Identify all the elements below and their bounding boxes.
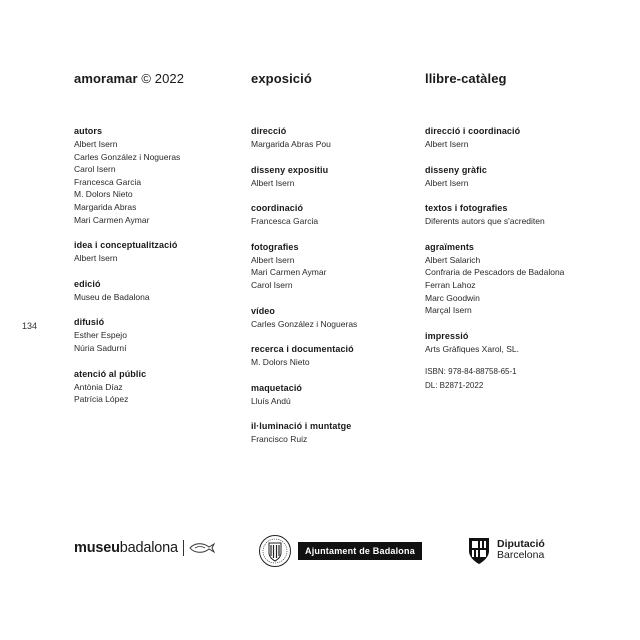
section-heading: vídeo xyxy=(251,305,276,316)
column-title-copyright: © 2022 xyxy=(137,71,185,86)
credit-name: Albert Salarich xyxy=(425,254,481,265)
credit-section xyxy=(251,202,421,228)
credit-section xyxy=(74,316,244,354)
credit-name: Lluís Andú xyxy=(251,395,291,406)
credit-section xyxy=(425,330,615,356)
credit-name: Confraria de Pescadors de Badalona xyxy=(425,267,565,278)
credit-name: Carol Isern xyxy=(251,279,293,290)
credit-section xyxy=(251,420,421,446)
legal-deposit: DL: B2871-2022 xyxy=(425,381,484,391)
credit-name: M. Dolors Nieto xyxy=(74,189,133,200)
logo-divider xyxy=(183,540,184,556)
credit-sections xyxy=(425,125,615,392)
credit-section xyxy=(425,164,615,190)
sponsor-logos xyxy=(0,534,640,574)
credit-name: Carles González i Nogueras xyxy=(74,151,181,162)
museu-badalona-wordmark: museubadalona xyxy=(74,540,178,556)
credit-name: Francisco Ruiz xyxy=(251,434,308,445)
section-heading: recerca i documentació xyxy=(251,344,354,355)
credit-section xyxy=(251,382,421,408)
credit-section xyxy=(251,241,421,292)
credit-sections xyxy=(251,125,421,459)
museu-badalona-logo xyxy=(74,540,215,556)
credit-name: Albert Isern xyxy=(74,253,118,264)
credit-name: Margarida Abras xyxy=(74,201,137,212)
column-title: llibre-catàleg xyxy=(425,71,507,86)
credit-name: Marçal Isern xyxy=(425,305,472,316)
credit-section xyxy=(251,305,421,331)
credit-name: Arts Gràfiques Xarol, SL. xyxy=(425,343,520,354)
credit-name: Núria Sadurní xyxy=(74,342,127,353)
credit-name: M. Dolors Nieto xyxy=(251,357,310,368)
fish-icon xyxy=(189,541,215,555)
credit-name: Antònia Díaz xyxy=(74,381,123,392)
section-heading: fotografies xyxy=(251,241,299,252)
credit-section xyxy=(74,239,244,265)
credit-sections xyxy=(74,125,244,419)
section-heading: atenció al públic xyxy=(74,368,147,379)
credit-section xyxy=(425,202,615,228)
credit-name: Patrícia López xyxy=(74,394,129,405)
section-heading: textos i fotografies xyxy=(425,203,508,214)
credit-section xyxy=(74,125,244,226)
credit-name: Esther Espejo xyxy=(74,330,127,341)
section-heading: il·luminació i muntatge xyxy=(251,421,352,432)
section-heading: disseny expositiu xyxy=(251,164,329,175)
credit-name: Ferran Lahoz xyxy=(425,279,476,290)
credit-name: Francesca Garcia xyxy=(251,216,319,227)
page-number: 134 xyxy=(22,321,38,331)
section-heading: agraïments xyxy=(425,241,475,252)
credits-column-llibre-cataleg xyxy=(425,71,615,391)
credit-name: Mari Carmen Aymar xyxy=(74,214,150,225)
ajuntament-name: Ajuntament de Badalona xyxy=(298,542,422,560)
credit-section xyxy=(74,368,244,406)
credit-section xyxy=(425,125,615,151)
section-heading: direcció xyxy=(251,126,287,136)
section-heading: disseny gràfic xyxy=(425,164,487,175)
credit-name: Carol Isern xyxy=(74,164,116,175)
section-heading: impressió xyxy=(425,330,469,341)
column-title xyxy=(74,71,244,87)
credit-name: Albert Isern xyxy=(74,139,118,149)
credit-name: Museu de Badalona xyxy=(74,291,150,302)
credit-name: Diferents autors que s'acrediten xyxy=(425,216,545,227)
credit-name: Albert Isern xyxy=(425,139,469,149)
section-heading: difusió xyxy=(74,317,105,328)
isbn-number: ISBN: 978-84-88758-65-1 xyxy=(425,367,517,377)
credit-section xyxy=(425,241,615,317)
diputacio-barcelona-logo xyxy=(467,535,545,565)
credit-section xyxy=(251,164,421,190)
credit-section xyxy=(251,125,421,151)
section-heading: maquetació xyxy=(251,382,303,393)
credit-name: Mari Carmen Aymar xyxy=(251,267,327,278)
credit-name: Carles González i Nogueras xyxy=(251,318,358,329)
credit-section xyxy=(251,343,421,369)
section-heading: idea i conceptualització xyxy=(74,240,178,251)
credit-name: Marc Goodwin xyxy=(425,292,480,303)
column-title: exposició xyxy=(251,71,312,86)
diputacio-wordmark: Diputació Barcelona xyxy=(497,538,545,561)
credit-name: Albert Isern xyxy=(251,177,295,188)
column-title-bold: amoramar xyxy=(74,71,138,86)
credit-name: Francesca Garcia xyxy=(74,176,142,187)
credit-name: Albert Isern xyxy=(425,177,469,188)
coat-of-arms-icon xyxy=(258,534,292,568)
section-heading: edició xyxy=(74,278,101,289)
credit-section xyxy=(74,278,244,304)
credits-column-exposicio xyxy=(251,71,421,445)
credit-name: Margarida Abras Pou xyxy=(251,139,331,149)
diputacio-emblem-icon xyxy=(467,535,491,565)
section-heading: direcció i coordinació xyxy=(425,126,521,136)
credits-column-amoramar xyxy=(74,71,244,405)
section-heading: coordinació xyxy=(251,203,304,214)
ajuntament-badalona-logo xyxy=(258,534,422,568)
credit-name: Albert Isern xyxy=(251,254,295,265)
section-heading: autors xyxy=(74,126,103,136)
